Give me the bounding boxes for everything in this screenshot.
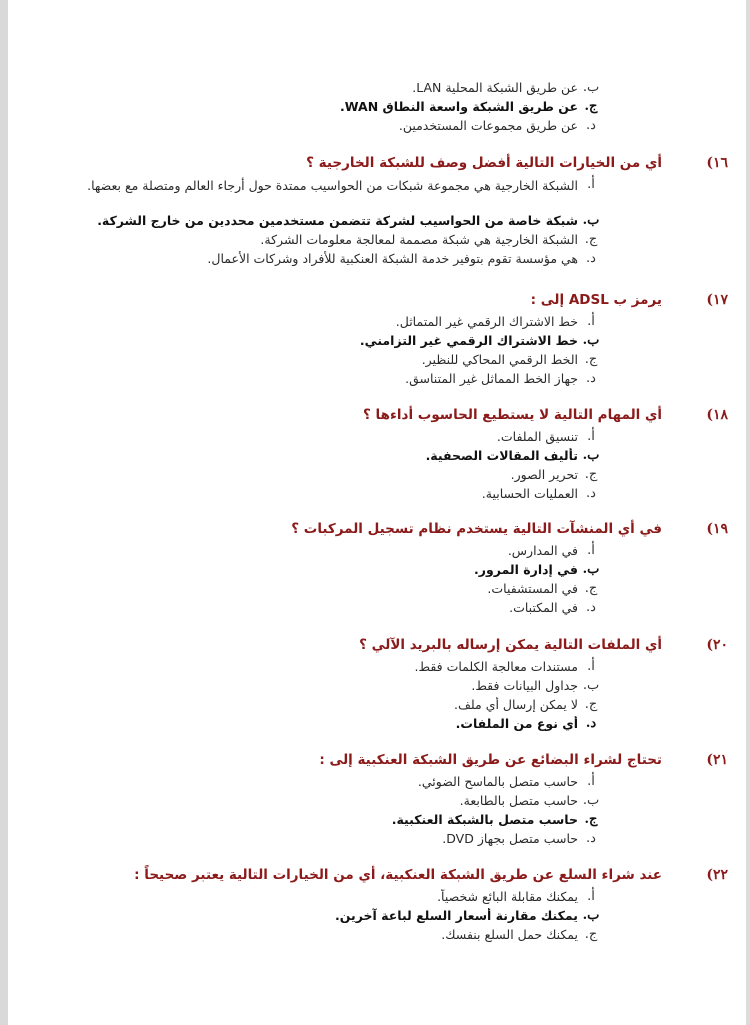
question-text: عند شراء السلع عن طريق الشبكة العنكبية، أي من الخيارات التالية يعتبر صحيحاً : [134,867,662,883]
question-17 [20,292,740,390]
question-number: ٢٢) [706,867,728,883]
option-letter: أ. [587,659,595,674]
option-text: يمكنك مقابلة البائع شخصياً. [437,889,578,904]
option-letter: أ. [587,314,595,329]
option-letter: أ. [587,177,595,192]
option-text: خط الاشتراك الرقمي غير المتماثل. [395,314,578,329]
option-text: جداول البيانات فقط. [471,678,578,693]
option-b-correct [20,333,740,352]
question-text: يرمز ب ADSL إلى : [530,292,662,308]
question-text: تحتاج لشراء البضائع عن طريق الشبكة العنكبية إلى : [319,752,662,768]
option-text: تأليف المقالات الصحفية. [425,448,578,463]
option-d [20,371,740,390]
question-22 [20,867,740,946]
option-d [20,118,740,137]
option-letter: ب. [582,448,600,463]
option-text: الشبكة الخارجية هي مجموعة شبكات من الحواسيب ممتدة حول أرجاء العالم ومتصلة مع بعضها. [87,178,578,193]
option-d [20,831,740,850]
option-a [20,889,740,908]
page-edge-left [0,0,8,1025]
question-20 [20,637,740,735]
option-text: الخط الرقمي المحاكي للنظير. [421,352,578,367]
option-text: خط الاشتراك الرقمي غير التزامني. [359,333,578,348]
page-edge-right [746,0,750,1025]
question-19 [20,521,740,619]
option-c [20,232,740,251]
option-a [20,314,740,333]
option-text: هي مؤسسة تقوم بتوفير خدمة الشبكة العنكبية للأفراد وشركات الأعمال. [207,251,578,266]
option-letter: د. [585,716,597,731]
option-letter: د. [586,600,596,615]
option-d [20,600,740,619]
option-d [20,486,740,505]
option-letter: ج. [584,927,598,942]
question-number: ١٧) [706,292,728,308]
option-text: يمكنك حمل السلع بنفسك. [441,927,578,942]
option-text: تنسيق الملفات. [496,429,578,444]
option-letter: ب. [582,793,600,808]
option-b [20,793,740,812]
option-a [20,774,740,793]
option-text: حاسب متصل بجهاز DVD. [442,831,578,846]
option-b-correct [20,562,740,581]
option-c-correct [20,812,740,831]
option-d-correct [20,716,740,735]
option-b-correct [20,213,740,232]
question-text: أي الملفات التالية يمكن إرساله بالبريد الآلي ؟ [359,637,662,653]
option-text: العمليات الحسابية. [481,486,578,501]
option-letter: ب. [582,908,600,923]
option-text: عن طريق الشبكة المحلية LAN. [412,80,578,95]
option-c [20,352,740,371]
option-b [20,80,740,99]
option-text: حاسب متصل بالطابعة. [459,793,578,808]
option-a [20,429,740,448]
option-a [20,659,740,678]
option-text: تحرير الصور. [510,467,578,482]
option-letter: ب. [582,80,600,95]
option-text: حاسب متصل بالماسح الضوئي. [417,774,578,789]
option-text: عن طريق الشبكة واسعة النطاق WAN. [340,99,578,114]
option-letter: د. [586,371,596,386]
option-text: شبكة خاصة من الحواسيب لشركة تتضمن مستخدمين محددين من خارج الشركة. [97,213,578,228]
question-number: ١٨) [706,407,728,423]
option-text: جهاز الخط المماثل غير المتناسق. [405,371,578,386]
option-c-correct [20,99,740,118]
question-text: أي من الخيارات التالية أفضل وصف للشبكة الخارجية ؟ [306,155,662,171]
option-d [20,251,740,270]
question-text: في أي المنشآت التالية يستخدم نظام تسجيل المركبات ؟ [291,521,662,537]
option-letter: ب. [582,333,600,348]
option-letter: ج. [584,697,598,712]
option-letter: أ. [587,543,595,558]
option-text: في المستشفيات. [487,581,578,596]
option-letter: د. [586,486,596,501]
option-letter: ج. [584,812,598,827]
exam-page [20,0,740,1025]
option-b-correct [20,908,740,927]
option-c [20,581,740,600]
option-letter: د. [586,118,596,133]
option-letter: أ. [587,429,595,444]
option-b-correct [20,448,740,467]
question-number: ٢٠) [706,637,728,653]
option-text: مستندات معالجة الكلمات فقط. [414,659,578,674]
option-letter: ج. [584,467,598,482]
option-letter: ج. [584,581,598,596]
option-text: حاسب متصل بالشبكة العنكبية. [391,812,578,827]
option-a [20,177,740,213]
option-letter: ب. [582,678,600,693]
option-a [20,543,740,562]
option-letter: ب. [582,213,600,228]
option-text: أي نوع من الملفات. [455,716,578,731]
option-letter: د. [586,831,596,846]
question-number: ١٩) [706,521,728,537]
option-c [20,697,740,716]
page-top-margin [20,0,740,64]
option-letter: أ. [587,774,595,789]
option-text: في المدارس. [507,543,578,558]
option-b [20,678,740,697]
option-text: لا يمكن إرسال أي ملف. [453,697,578,712]
question-number: ١٦) [706,155,728,171]
option-letter: ب. [582,562,600,577]
option-letter: أ. [587,889,595,904]
option-letter: ج. [584,99,598,114]
question-text: أي المهام التالية لا يستطيع الحاسوب أداءها ؟ [363,407,662,423]
option-letter: ج. [584,232,598,247]
question-continuation [20,80,740,137]
option-text: في إدارة المرور. [474,562,578,577]
option-text: في المكتبات. [509,600,578,615]
option-text: عن طريق مجموعات المستخدمين. [398,118,578,133]
question-16 [20,155,740,270]
question-18 [20,407,740,505]
question-number: ٢١) [706,752,728,768]
option-letter: د. [586,251,596,266]
option-c [20,927,740,946]
option-text: الشبكة الخارجية هي شبكة مصممة لمعالجة معلومات الشركة. [260,232,578,247]
question-21 [20,752,740,850]
option-letter: ج. [584,352,598,367]
option-text: يمكنك مقارنة أسعار السلع لباعة آخرين. [335,908,578,923]
option-c [20,467,740,486]
